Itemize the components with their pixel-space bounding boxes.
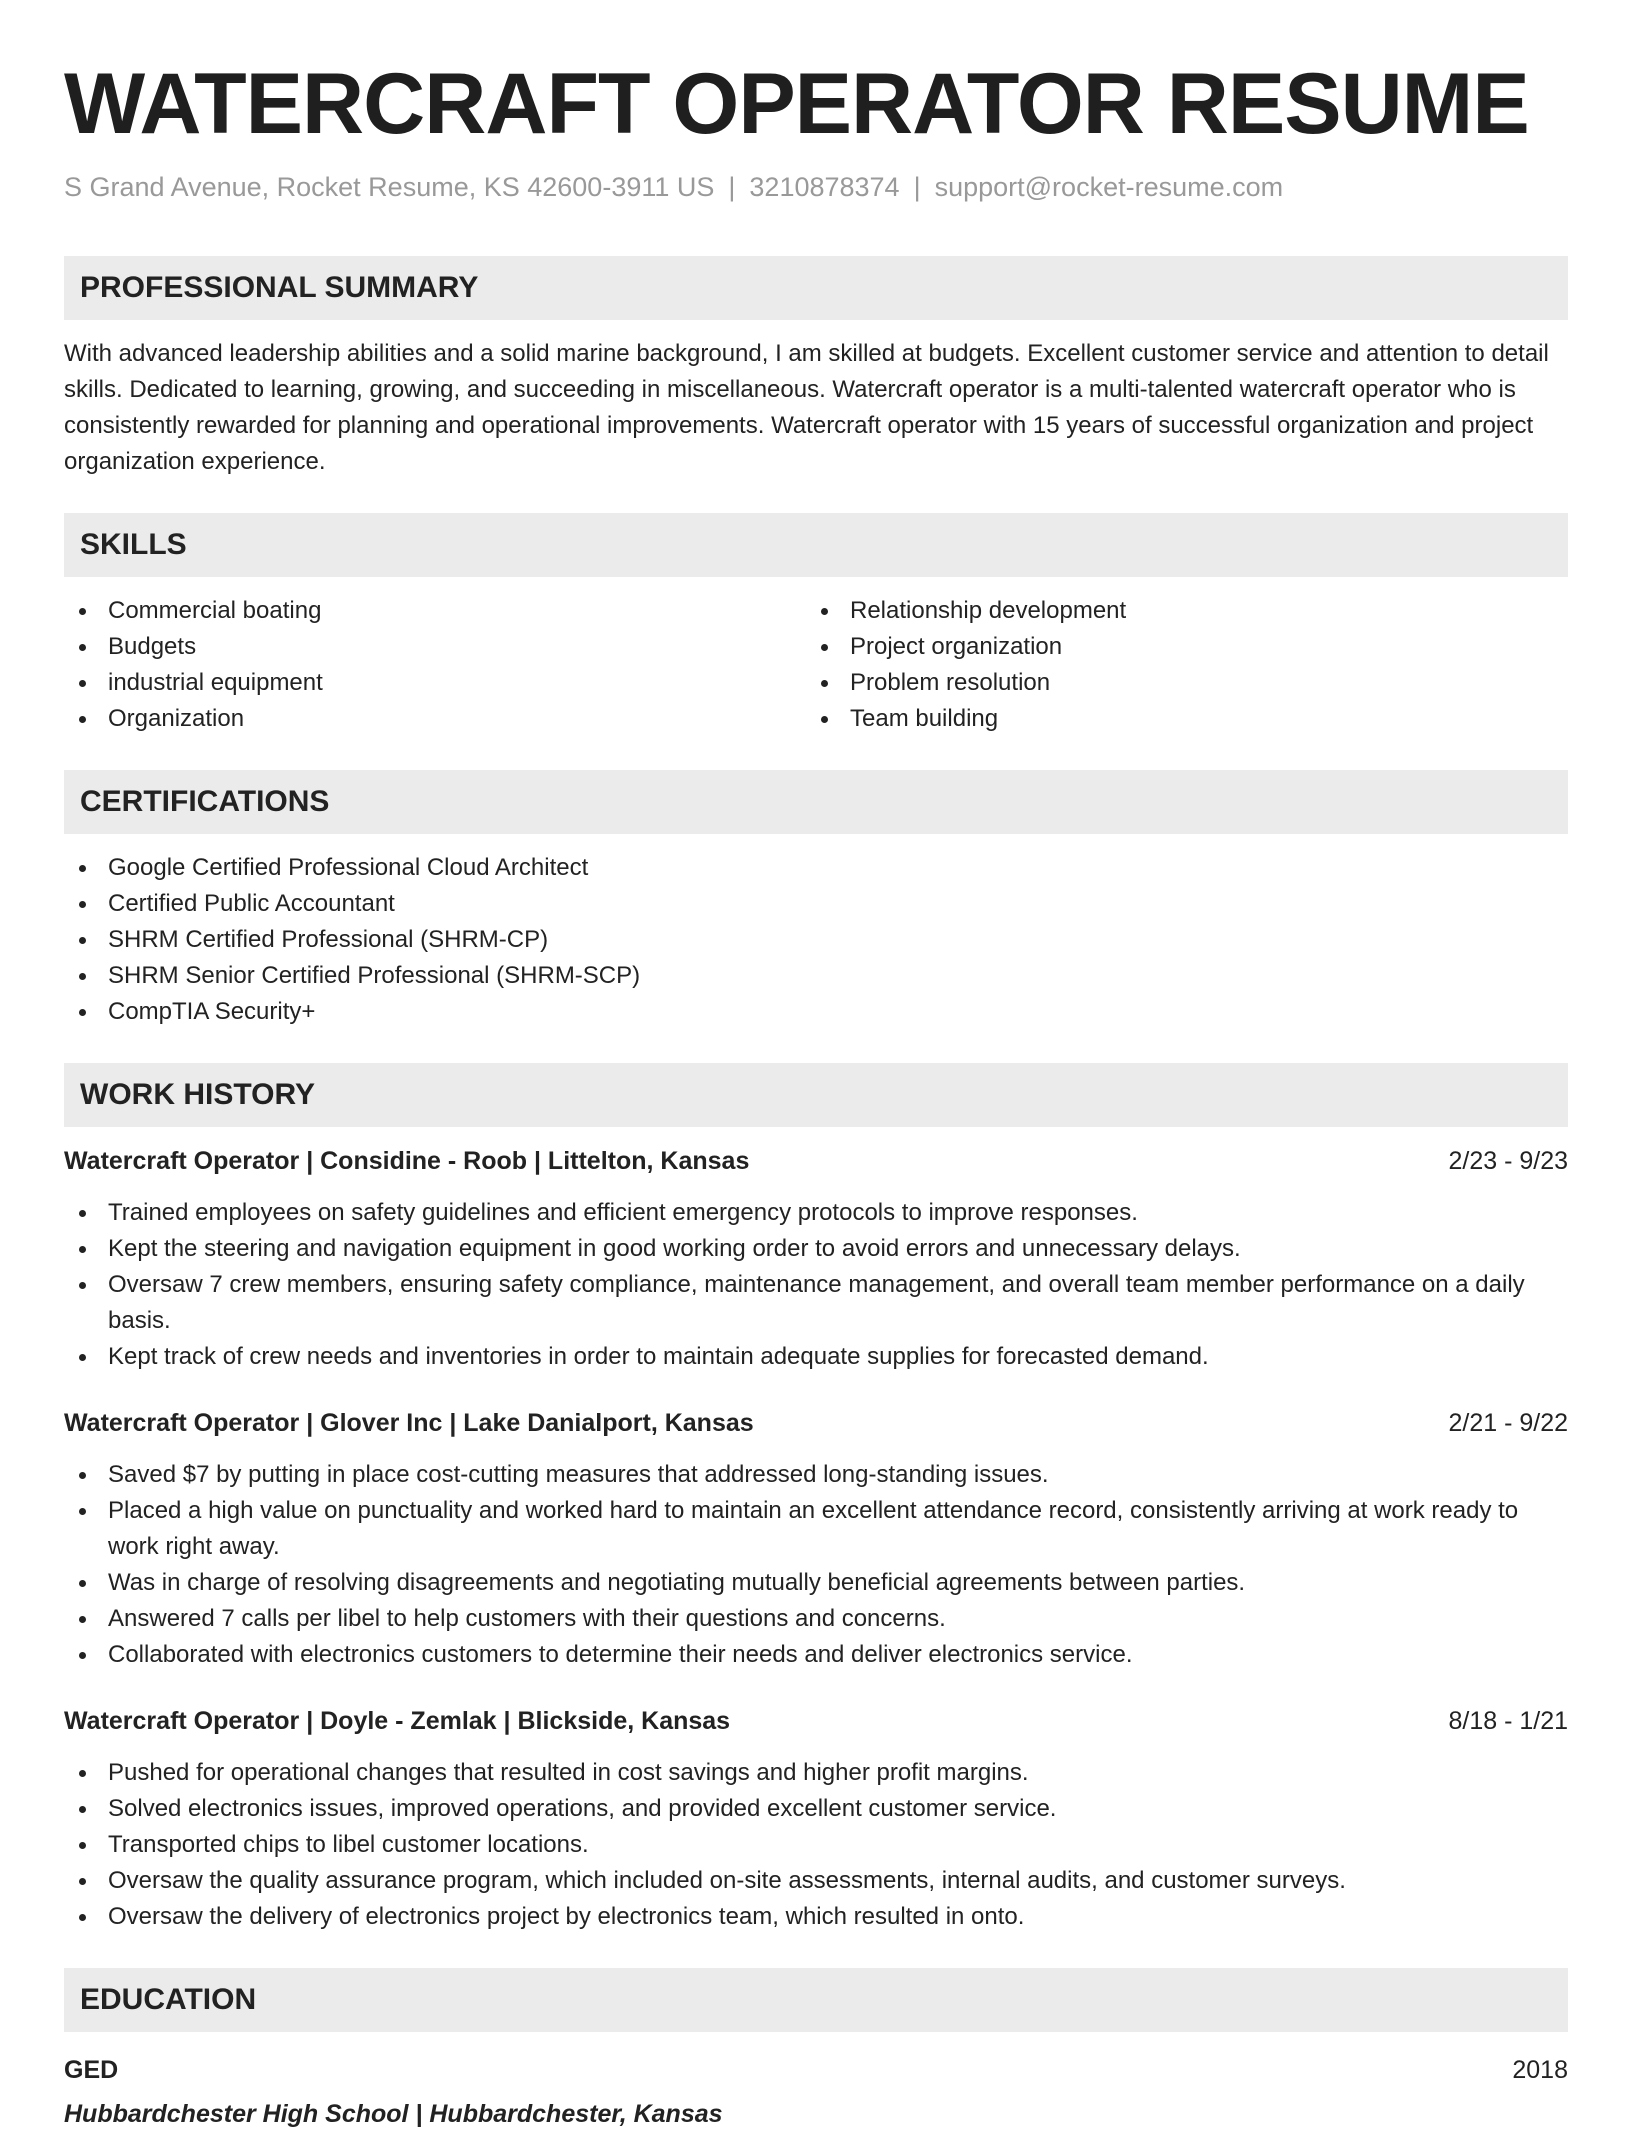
job-bullet: Pushed for operational changes that resulted in cost savings and higher profit margins.	[64, 1755, 1568, 1791]
education-heading: EDUCATION	[64, 1968, 1568, 2032]
skill-item: Project organization	[806, 629, 1548, 665]
skill-item: Commercial boating	[64, 593, 806, 629]
job-bullets	[64, 1457, 1568, 1673]
job-header	[64, 1143, 1568, 1179]
job-header	[64, 1703, 1568, 1739]
job-bullet: Placed a high value on punctuality and worked hard to maintain an excellent attendance record, consistently arriving at work ready to work right away.	[64, 1493, 1568, 1565]
job-dates: 2/21 - 9/22	[1448, 1409, 1568, 1437]
job-dates: 8/18 - 1/21	[1448, 1707, 1568, 1735]
job-bullet: Answered 7 calls per libel to help customers with their questions and concerns.	[64, 1601, 1568, 1637]
job-dates: 2/23 - 9/23	[1448, 1147, 1568, 1175]
contact-phone: 3210878374	[749, 172, 900, 202]
skills-grid	[64, 593, 1568, 737]
job-title: Watercraft Operator | Glover Inc | Lake Danialport, Kansas	[64, 1409, 754, 1437]
certifications-section	[64, 770, 1568, 1030]
certification-item: CompTIA Security+	[64, 994, 1568, 1030]
skill-item: Organization	[64, 701, 806, 737]
contact-address: S Grand Avenue, Rocket Resume, KS 42600-3911 US	[64, 172, 715, 202]
skill-item: Problem resolution	[806, 665, 1548, 701]
job-bullet: Solved electronics issues, improved operations, and provided excellent customer service.	[64, 1791, 1568, 1827]
job-bullet: Was in charge of resolving disagreements and negotiating mutually beneficial agreements between parties.	[64, 1565, 1568, 1601]
education-year: 2018	[1512, 2056, 1568, 2084]
job-bullet: Collaborated with electronics customers to determine their needs and deliver electronics service.	[64, 1637, 1568, 1673]
skills-section	[64, 513, 1568, 737]
summary-text: With advanced leadership abilities and a solid marine background, I am skilled at budgets. Excellent customer service and attention to detail skills. Dedicated to learning, growing, and succeeding in miscellaneous. Watercraft operator is a multi-talented watercraft operator who is consistently rewarded for planning and operational improvements. Watercraft operator with 15 years of successful organization and project organization experience.	[64, 340, 1549, 475]
job-entry	[64, 1143, 1568, 1375]
job-bullet: Saved $7 by putting in place cost-cutting measures that addressed long-standing issues.	[64, 1457, 1568, 1493]
certification-item: SHRM Senior Certified Professional (SHRM-SCP)	[64, 958, 1568, 994]
work-history-section	[64, 1063, 1568, 1935]
certification-item: Certified Public Accountant	[64, 886, 1568, 922]
job-bullet: Trained employees on safety guidelines and efficient emergency protocols to improve responses.	[64, 1195, 1568, 1231]
job-entry	[64, 1405, 1568, 1673]
job-bullet: Transported chips to libel customer locations.	[64, 1827, 1568, 1863]
job-title: Watercraft Operator | Considine - Roob | Littelton, Kansas	[64, 1147, 750, 1175]
education-school: Hubbardchester High School | Hubbardchester, Kansas	[64, 2100, 723, 2128]
job-bullets	[64, 1755, 1568, 1935]
job-bullet: Kept track of crew needs and inventories in order to maintain adequate supplies for forecasted demand.	[64, 1339, 1568, 1375]
job-title: Watercraft Operator | Doyle - Zemlak | Blickside, Kansas	[64, 1707, 731, 1735]
skill-item: Relationship development	[806, 593, 1548, 629]
job-bullets	[64, 1195, 1568, 1375]
job-bullet: Oversaw the delivery of electronics project by electronics team, which resulted in onto.	[64, 1899, 1568, 1935]
contact-separator: |	[913, 172, 921, 202]
job-header	[64, 1405, 1568, 1441]
contact-line	[64, 170, 1568, 204]
skill-item: Team building	[806, 701, 1548, 737]
certifications-heading: CERTIFICATIONS	[64, 770, 1568, 834]
job-entry	[64, 1703, 1568, 1935]
job-bullet: Oversaw 7 crew members, ensuring safety compliance, maintenance management, and overall team member performance on a daily basis.	[64, 1267, 1568, 1339]
education-degree: GED	[64, 2056, 119, 2084]
skill-item: industrial equipment	[64, 665, 806, 701]
contact-email: support@rocket-resume.com	[934, 172, 1284, 202]
skills-column-left	[64, 593, 806, 737]
work-history-heading: WORK HISTORY	[64, 1063, 1568, 1127]
certifications-list	[64, 850, 1568, 1030]
certification-item: SHRM Certified Professional (SHRM-CP)	[64, 922, 1568, 958]
summary-section	[64, 256, 1568, 480]
resume-title: WATERCRAFT OPERATOR RESUME	[64, 56, 1529, 152]
skills-heading: SKILLS	[64, 513, 1568, 577]
skill-item: Budgets	[64, 629, 806, 665]
job-bullet: Kept the steering and navigation equipment in good working order to avoid errors and unnecessary delays.	[64, 1231, 1568, 1267]
education-section	[64, 1968, 1568, 2132]
skills-column-right	[806, 593, 1548, 737]
resume-page	[64, 58, 1568, 2132]
job-bullet: Oversaw the quality assurance program, which included on-site assessments, internal audits, and customer surveys.	[64, 1863, 1568, 1899]
contact-separator: |	[728, 172, 736, 202]
certification-item: Google Certified Professional Cloud Architect	[64, 850, 1568, 886]
education-header	[64, 2052, 1568, 2088]
summary-heading: PROFESSIONAL SUMMARY	[64, 256, 1568, 320]
